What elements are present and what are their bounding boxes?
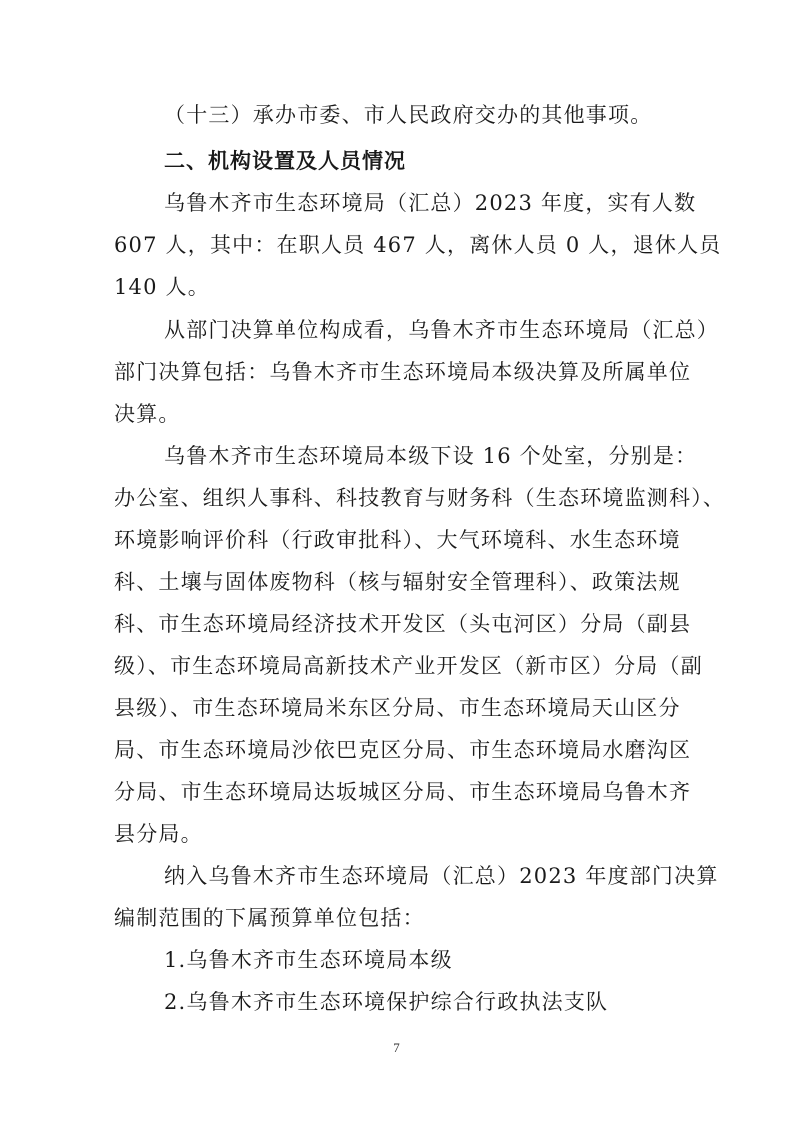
paragraph-departments-line: 局、市生态环境局沙依巴克区分局、市生态环境局水磨沟区 — [114, 738, 692, 762]
paragraph-departments-line: 分局、市生态环境局达坂城区分局、市生态环境局乌鲁木齐 — [114, 780, 692, 804]
paragraph-staffing-line: 乌鲁木齐市生态环境局（汇总）2023 年度，实有人数 — [164, 191, 697, 215]
paragraph-staffing-line: 140 人。 — [114, 275, 210, 299]
unit-list-item: 1.乌鲁木齐市生态环境局本级 — [164, 948, 453, 972]
paragraph-composition-line: 从部门决算单位构成看，乌鲁木齐市生态环境局（汇总） — [164, 318, 719, 342]
page-number: 7 — [393, 1040, 400, 1055]
paragraph-departments-line: 级）、市生态环境局高新技术产业开发区（新市区）分局（副 — [114, 654, 703, 678]
section-heading: 二、机构设置及人员情况 — [164, 149, 406, 173]
paragraph-departments-line: 县级）、市生态环境局米东区分局、市生态环境局天山区分 — [114, 696, 681, 720]
paragraph-composition-line: 部门决算包括：乌鲁木齐市生态环境局本级决算及所属单位 — [114, 360, 692, 384]
paragraph-departments-line: 办公室、组织人事科、科技教育与财务科（生态环境监测科）、 — [114, 486, 726, 510]
unit-list-item: 2.乌鲁木齐市生态环境保护综合行政执法支队 — [164, 990, 609, 1014]
paragraph-staffing-line: 607 人，其中：在职人员 467 人，离休人员 0 人，退休人员 — [114, 233, 722, 257]
item-13-text: （十三）承办市委、市人民政府交办的其他事项。 — [164, 103, 653, 127]
paragraph-scope-line: 纳入乌鲁木齐市生态环境局（汇总）2023 年度部门决算 — [164, 864, 719, 888]
paragraph-composition-line: 决算。 — [114, 402, 181, 426]
paragraph-departments-line: 县分局。 — [114, 822, 203, 846]
paragraph-departments-line: 科、土壤与固体废物科（核与辐射安全管理科）、政策法规 — [114, 570, 681, 594]
paragraph-departments-line: 环境影响评价科（行政审批科）、大气环境科、水生态环境 — [114, 528, 681, 552]
paragraph-departments-line: 乌鲁木齐市生态环境局本级下设 16 个处室，分别是： — [164, 444, 698, 468]
paragraph-departments-line: 科、市生态环境局经济技术开发区（头屯河区）分局（副县 — [114, 612, 692, 636]
paragraph-scope-line: 编制范围的下属预算单位包括： — [114, 906, 425, 930]
